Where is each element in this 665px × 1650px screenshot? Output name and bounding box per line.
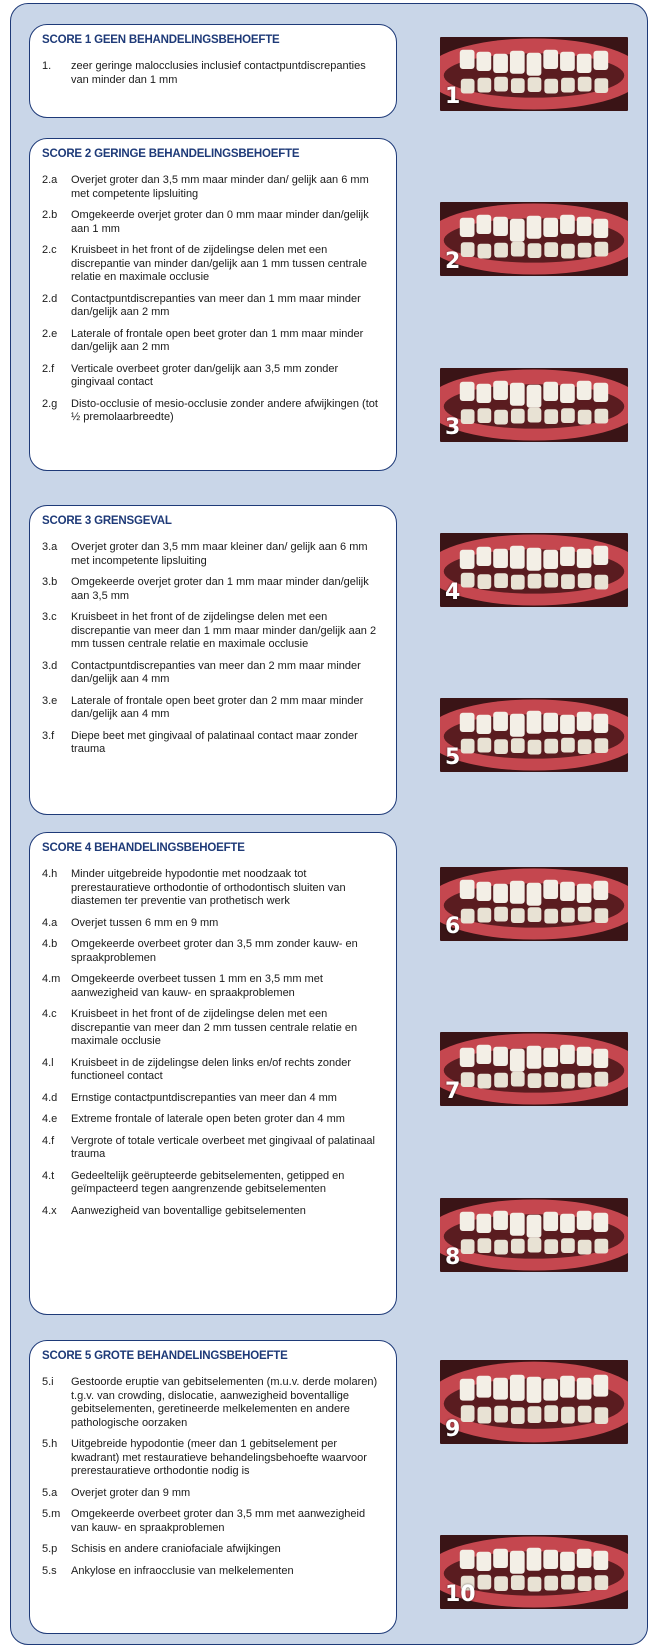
criterion-item xyxy=(42,611,384,652)
teeth-illustration xyxy=(440,867,628,941)
criterion-code: 3.f xyxy=(42,729,55,742)
criterion-text: zeer geringe malocclusies inclusief contactpuntdiscrepanties van minder dan 1 mm xyxy=(71,60,366,86)
criterion-text: Kruisbeet in de zijdelingse delen links en/of rechts zonder functioneel contact xyxy=(71,1056,352,1082)
criterion-item xyxy=(42,244,384,285)
criterion-code: 2.g xyxy=(42,397,58,410)
criterion-text: Overjet groter dan 3,5 mm maar minder dan/ gelijk aan 6 mm met competente lipsluiting xyxy=(71,174,369,200)
photo-number: 7 xyxy=(445,1079,461,1104)
criterion-code: 2.e xyxy=(42,327,58,340)
criterion-text: Omgekeerde overbeet groter dan 3,5 mm zonder kauw- en spraakproblemen xyxy=(71,938,358,964)
teeth-illustration xyxy=(440,1032,628,1106)
criterion-text: Ankylose en infraocclusie van melkelementen xyxy=(71,1564,294,1577)
photo-number: 8 xyxy=(445,1245,461,1270)
teeth-illustration xyxy=(440,37,628,111)
criterion-code: 3.d xyxy=(42,659,58,672)
criterion-item xyxy=(42,1135,384,1162)
dental-photo xyxy=(440,202,628,276)
criterion-text: Diepe beet met gingivaal of palatinaal contact maar zonder trauma xyxy=(71,729,358,755)
criterion-code: 4.c xyxy=(42,1008,57,1020)
score-box-2 xyxy=(29,138,397,471)
criterion-item xyxy=(42,174,384,201)
criterion-text: Extreme frontale of laterale open beten groter dan 4 mm xyxy=(71,1113,345,1125)
criterion-code: 2.f xyxy=(42,362,55,375)
criterion-code: 4.x xyxy=(42,1204,57,1217)
criterion-code: 4.b xyxy=(42,938,58,950)
score-box-5 xyxy=(29,1340,397,1634)
criterion-text: Kruisbeet in het front of de zijdelingse delen met een discrepantie van meer dan 1 mm maar minder dan/gelijk aan 2 mm tussen centrale relatie en maximale occlusie xyxy=(71,611,377,650)
criterion-code: 5.i xyxy=(42,1376,54,1388)
photo-number: 3 xyxy=(445,415,461,440)
criterion-text: Overjet groter dan 3,5 mm maar kleiner dan/ gelijk aan 6 mm met incompetente lipsluiting xyxy=(71,541,368,567)
teeth-illustration xyxy=(440,202,628,276)
dental-photo xyxy=(440,1032,628,1106)
criterion-text: Omgekeerde overbeet tussen 1 mm en 3,5 mm met aanwezigheid van kauw- en spraakproblemen xyxy=(71,973,323,999)
criterion-code: 4.f xyxy=(42,1134,55,1147)
photo-number: 6 xyxy=(445,914,461,939)
criterion-text: Schisis en andere craniofaciale afwijkingen xyxy=(71,1543,281,1555)
dental-photo xyxy=(440,1535,628,1609)
criterion-text: Omgekeerde overjet groter dan 1 mm maar minder dan/gelijk aan 3,5 mm xyxy=(71,576,369,602)
dental-photo xyxy=(440,37,628,111)
score-box-1 xyxy=(29,24,397,118)
photo-number: 5 xyxy=(445,745,461,770)
criterion-item xyxy=(42,60,384,87)
criterion-text: Ernstige contactpuntdiscrepanties van meer dan 4 mm xyxy=(71,1091,337,1104)
criterion-code: 4.t xyxy=(42,1169,55,1182)
criterion-code: 4.h xyxy=(42,868,58,880)
photo-number: 2 xyxy=(445,249,461,274)
criterion-item xyxy=(42,576,384,603)
criterion-text: Vergrote of totale verticale overbeet met gingivaal of palatinaal trauma xyxy=(71,1134,375,1160)
criterion-item xyxy=(42,1008,384,1049)
criterion-text: Verticale overbeet groter dan/gelijk aan 3,5 mm zonder gingivaal contact xyxy=(71,362,339,388)
criterion-item xyxy=(42,1170,384,1197)
criterion-code: 3.b xyxy=(42,576,58,588)
criterion-item xyxy=(42,1508,384,1535)
photo-number: 9 xyxy=(445,1417,461,1442)
criterion-item xyxy=(42,973,384,1000)
dental-photo xyxy=(440,867,628,941)
criterion-code: 4.m xyxy=(42,973,61,985)
criterion-item xyxy=(42,1376,384,1430)
criterion-item xyxy=(42,660,384,687)
dental-photo xyxy=(440,1198,628,1272)
criterion-code: 4.e xyxy=(42,1113,58,1125)
criterion-code: 3.c xyxy=(42,611,57,623)
score-title: SCORE 1 GEEN BEHANDELINGSBEHOEFTE xyxy=(42,34,280,46)
criterion-code: 5.p xyxy=(42,1543,58,1555)
score-box-4 xyxy=(29,832,397,1315)
criterion-code: 2.c xyxy=(42,244,57,256)
score-title: SCORE 3 GRENSGEVAL xyxy=(42,515,172,527)
criterion-code: 5.h xyxy=(42,1438,58,1450)
criterion-code: 4.a xyxy=(42,916,58,929)
teeth-illustration xyxy=(440,1360,628,1444)
criterion-item xyxy=(42,917,384,931)
criterion-text: Uitgebreide hypodontie (meer dan 1 gebitselement per kwadrant) met restauratieve behandelingsbehoefte waarvoor prerestauratieve orthodontie nodig is xyxy=(71,1438,367,1477)
photo-number: 10 xyxy=(445,1582,476,1607)
criterion-text: Overjet tussen 6 mm en 9 mm xyxy=(71,916,219,929)
criterion-code: 3.e xyxy=(42,694,58,707)
photo-number: 1 xyxy=(445,84,461,109)
score-box-3 xyxy=(29,505,397,815)
dental-photo xyxy=(440,368,628,442)
score-title: SCORE 5 GROTE BEHANDELINGSBEHOEFTE xyxy=(42,1350,288,1362)
criterion-text: Aanwezigheid van boventallige gebitselementen xyxy=(71,1204,306,1217)
criterion-code: 5.m xyxy=(42,1508,61,1520)
criterion-item xyxy=(42,1565,384,1579)
teeth-illustration xyxy=(440,368,628,442)
criterion-code: 4.d xyxy=(42,1091,58,1104)
teeth-illustration xyxy=(440,1198,628,1272)
criterion-item xyxy=(42,1205,384,1219)
criterion-code: 2.d xyxy=(42,292,58,305)
criterion-text: Contactpuntdiscrepanties van meer dan 2 mm maar minder dan/gelijk aan 4 mm xyxy=(71,659,361,685)
criterion-item xyxy=(42,868,384,909)
criterion-text: Omgekeerde overjet groter dan 0 mm maar minder dan/gelijk aan 1 mm xyxy=(71,209,369,235)
criterion-item xyxy=(42,1057,384,1084)
criterion-text: Omgekeerde overbeet groter dan 3,5 mm met aanwezigheid van kauw- en spraakproblemen xyxy=(71,1508,366,1534)
criterion-item xyxy=(42,363,384,390)
criterion-item xyxy=(42,1092,384,1106)
teeth-illustration xyxy=(440,533,628,607)
criterion-item xyxy=(42,1487,384,1501)
criterion-text: Gedeeltelijk geërupteerde gebitselementen, getipped en geïmpacteerd tegen aangrenzende gebitselementen xyxy=(71,1169,345,1195)
criterion-item xyxy=(42,1438,384,1479)
score-title: SCORE 4 BEHANDELINGSBEHOEFTE xyxy=(42,842,245,854)
criterion-text: Disto-occlusie of mesio-occlusie zonder andere afwijkingen (tot ½ premolaarbreedte) xyxy=(71,397,378,423)
criterion-code: 2.b xyxy=(42,209,58,221)
photo-number: 4 xyxy=(445,580,461,605)
criterion-code: 3.a xyxy=(42,541,58,553)
score-title: SCORE 2 GERINGE BEHANDELINGSBEHOEFTE xyxy=(42,148,300,160)
criterion-code: 5.a xyxy=(42,1486,58,1499)
criterion-code: 1. xyxy=(42,60,52,72)
criterion-item xyxy=(42,293,384,320)
criterion-item xyxy=(42,398,384,425)
criterion-text: Laterale of frontale open beet groter dan 1 mm maar minder dan/gelijk aan 2 mm xyxy=(71,327,364,353)
criterion-item xyxy=(42,730,384,757)
criterion-text: Overjet groter dan 9 mm xyxy=(71,1486,191,1499)
criterion-text: Kruisbeet in het front of de zijdelingse delen met een discrepantie van minder dan/gelijk aan 1 mm tussen centrale relatie en maximale occlusie xyxy=(71,244,367,283)
dental-photo xyxy=(440,698,628,772)
criterion-code: 5.s xyxy=(42,1564,57,1577)
criterion-text: Laterale of frontale open beet groter dan 2 mm maar minder dan/gelijk aan 4 mm xyxy=(71,694,364,720)
criterion-item xyxy=(42,1113,384,1127)
criterion-text: Contactpuntdiscrepanties van meer dan 1 mm maar minder dan/gelijk aan 2 mm xyxy=(71,292,361,318)
criterion-text: Gestoorde eruptie van gebitselementen (m.u.v. derde molaren) t.g.v. van crowding, dislocatie, aanwezigheid boventallige gebitselementen, geretineerde melkelementen en andere pathologische oorzaken xyxy=(71,1376,378,1429)
teeth-illustration xyxy=(440,698,628,772)
criterion-code: 4.l xyxy=(42,1056,54,1069)
dental-photo xyxy=(440,533,628,607)
criterion-code: 2.a xyxy=(42,174,58,186)
criterion-item xyxy=(42,209,384,236)
criterion-item xyxy=(42,1543,384,1557)
criterion-text: Minder uitgebreide hypodontie met noodzaak tot prerestauratieve orthodontie of orthodontisch sluiten van diastemen ter preventie van prothetisch werk xyxy=(71,868,346,907)
criterion-text: Kruisbeet in het front of de zijdelingse delen met een discrepantie van meer dan 2 mm tussen centrale relatie en maximale occlusie xyxy=(71,1008,358,1047)
criterion-item xyxy=(42,328,384,355)
criterion-item xyxy=(42,938,384,965)
criterion-item xyxy=(42,541,384,568)
dental-photo xyxy=(440,1360,628,1444)
criterion-item xyxy=(42,695,384,722)
